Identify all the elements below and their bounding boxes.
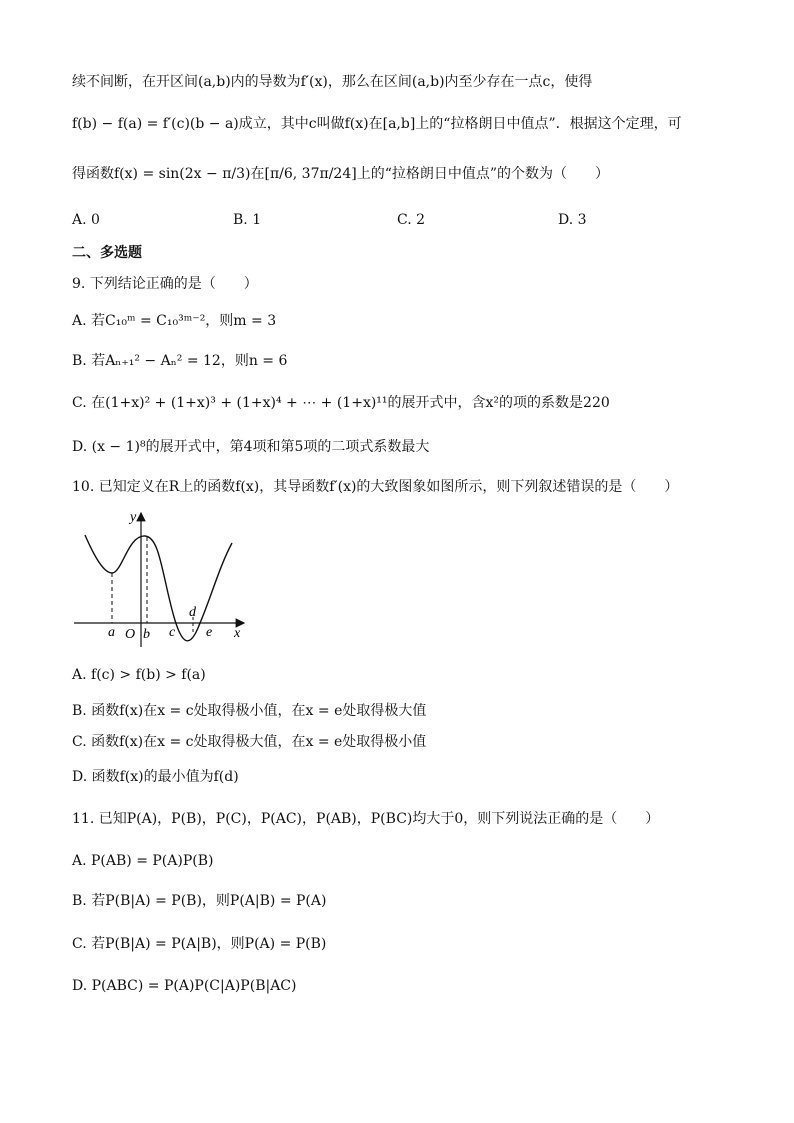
q9-option-d: D. (x − 1)⁸的展开式中，第4项和第5项的二项式系数最大 xyxy=(72,439,430,455)
q10-option-c: C. 函数f(x)在x = c处取得极大值，在x = e处取得极小值 xyxy=(72,734,427,750)
label-origin: O xyxy=(125,627,136,642)
q11-stem: 11. 已知P(A)，P(B)，P(C)，P(AC)，P(AB)，P(BC)均大于0，则下列说法正确的是（ ） xyxy=(72,811,660,827)
q10-option-a: A. f(c) > f(b) > f(a) xyxy=(72,667,206,683)
q8-option-a: A. 0 xyxy=(72,212,100,228)
q8-option-d: D. 3 xyxy=(558,212,587,228)
q11-option-c: C. 若P(B|A) = P(A|B)，则P(A) = P(B) xyxy=(72,936,327,952)
q10-option-d: D. 函数f(x)的最小值为f(d) xyxy=(72,769,239,785)
q9-option-c: C. 在(1+x)² + (1+x)³ + (1+x)⁴ + ⋯ + (1+x)¹¹的展开式中，含x²的项的系数是220 xyxy=(72,395,610,411)
section-title: 二、多选题 xyxy=(72,245,142,261)
q9-option-a: A. 若C₁₀ᵐ = C₁₀³ᵐ⁻²，则m = 3 xyxy=(72,313,277,329)
q11-option-b: B. 若P(B|A) = P(B)，则P(A|B) = P(A) xyxy=(72,893,327,909)
label-d: d xyxy=(189,605,196,620)
label-x: x xyxy=(234,626,241,641)
q10-option-b: B. 函数f(x)在x = c处取得极小值，在x = e处取得极大值 xyxy=(72,703,427,719)
label-b: b xyxy=(143,627,150,642)
intro-line-2: f(b) − f(a) = f′(c)(b − a)成立，其中c叫做f(x)在[a,b]上的“拉格朗日中值点”．根据这个定理，可 xyxy=(72,116,682,132)
label-e: e xyxy=(206,625,213,640)
q9-stem: 9. 下列结论正确的是（ ） xyxy=(72,276,258,292)
q11-option-a: A. P(AB) = P(A)P(B) xyxy=(72,853,214,869)
label-a: a xyxy=(108,625,115,640)
derivative-graph xyxy=(70,505,250,650)
label-c: c xyxy=(169,625,176,640)
q8-options xyxy=(72,212,732,232)
q11-option-d: D. P(ABC) = P(A)P(C|A)P(B|AC) xyxy=(72,978,297,994)
q8-option-b: B. 1 xyxy=(233,212,262,228)
q8-option-c: C. 2 xyxy=(397,212,426,228)
intro-line-3: 得函数f(x) = sin(2x − π/3)在[π/6, 37π/24]上的“拉格朗日中值点”的个数为（ ） xyxy=(72,166,610,182)
label-y: y xyxy=(130,510,137,525)
intro-line-1: 续不间断，在开区间(a,b)内的导数为f′(x)，那么在区间(a,b)内至少存在一点c，使得 xyxy=(72,74,593,90)
q10-stem: 10. 已知定义在R上的函数f(x)，其导函数f′(x)的大致图象如图所示，则下列叙述错误的是（ ） xyxy=(72,479,679,495)
q9-option-b: B. 若Aₙ₊₁² − Aₙ² = 12，则n = 6 xyxy=(72,353,288,369)
